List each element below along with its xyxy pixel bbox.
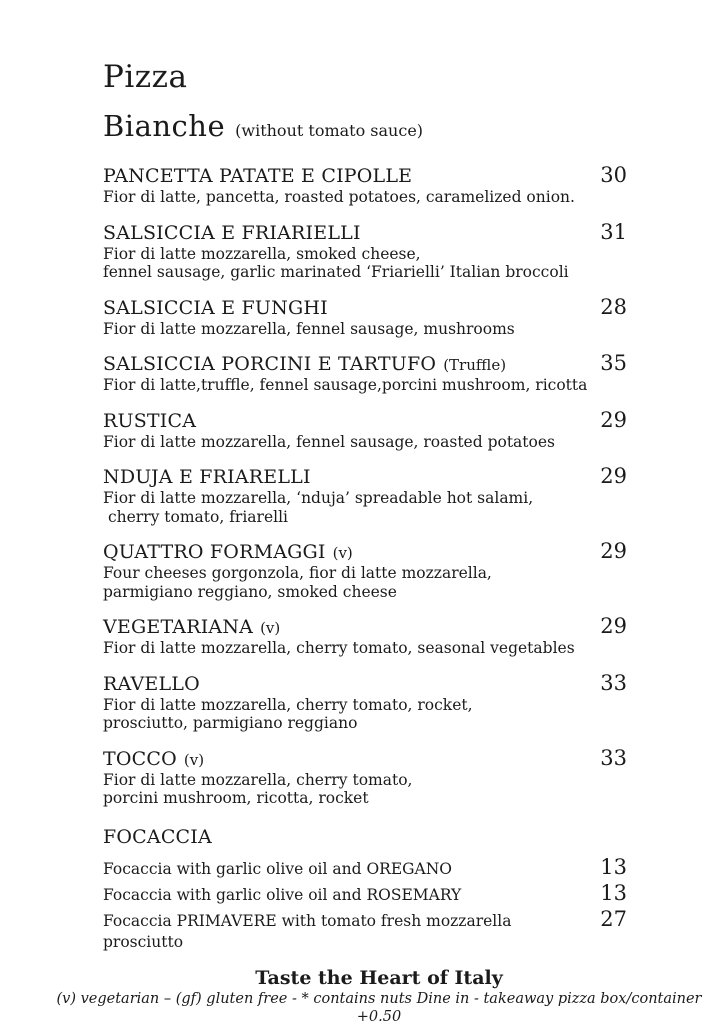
menu-item-name: PANCETTA PATATE E CIPOLLE xyxy=(103,165,413,187)
menu-item-price: 29 xyxy=(600,407,627,432)
focaccia-item xyxy=(103,906,627,953)
focaccia-item-name: Focaccia with garlic olive oil and OREGANO xyxy=(103,859,452,878)
section-title: Bianche xyxy=(103,109,226,143)
menu-item-price: 33 xyxy=(600,745,627,770)
menu-footer xyxy=(0,966,722,1024)
menu-content xyxy=(103,58,627,956)
focaccia-heading: FOCACCIA xyxy=(103,825,212,848)
menu-item xyxy=(103,352,627,395)
menu-items xyxy=(103,164,627,808)
menu-item-tag: (v) xyxy=(183,750,205,769)
menu-item-tag: (v) xyxy=(260,619,281,637)
menu-item-name: VEGETARIANA xyxy=(103,616,254,638)
menu-item-header xyxy=(103,164,627,188)
menu-item-price: 30 xyxy=(600,163,627,187)
menu-item xyxy=(103,409,627,452)
menu-item xyxy=(103,747,627,808)
menu-item-description: fennel sausage, garlic marinated ‘Friarielli’ Italian broccoli xyxy=(103,263,569,281)
menu-item xyxy=(103,465,627,526)
focaccia-item-name: Focaccia PRIMAVERE with tomato fresh mozzarella prosciutto xyxy=(103,911,512,951)
menu-item-description: prosciutto, parmigiano reggiano xyxy=(103,714,358,732)
menu-item-description: cherry tomato, friarelli xyxy=(103,507,288,526)
menu-item xyxy=(103,615,627,658)
menu-item-description: porcini mushroom, ricotta, rocket xyxy=(103,789,369,807)
menu-item-name: QUATTRO FORMAGGI xyxy=(103,541,326,563)
menu-item-name: NDUJA E FRIARELLI xyxy=(103,466,311,488)
menu-item-price: 33 xyxy=(600,670,627,695)
menu-item-tag: (v) xyxy=(332,544,353,562)
menu-item-header xyxy=(103,409,627,433)
menu-item-description: Fior di latte mozzarella, cherry tomato, rocket, xyxy=(103,695,473,714)
menu-item xyxy=(103,296,627,339)
menu-item-description: Four cheeses gorgonzola, fior di latte mozzarella, xyxy=(103,564,492,582)
focaccia-item-name: Focaccia with garlic olive oil and ROSEMARY xyxy=(103,885,462,904)
menu-item-description: Fior di latte mozzarella, cherry tomato, seasonal vegetables xyxy=(103,639,575,657)
menu-item-description: Fior di latte,truffle, fennel sausage,porcini mushroom, ricotta xyxy=(103,376,588,394)
footer-tagline: Taste the Heart of Italy xyxy=(255,967,503,989)
focaccia-item-price: 13 xyxy=(600,854,627,879)
menu-item xyxy=(103,164,627,207)
menu-item-name: RAVELLO xyxy=(103,672,200,695)
menu-item-header xyxy=(103,352,627,376)
menu-item-tag: (Truffle) xyxy=(443,356,507,374)
section-note: (without tomato sauce) xyxy=(235,121,424,140)
menu-item-price: 35 xyxy=(600,351,627,375)
menu-item-header xyxy=(103,296,627,320)
menu-item-description: Fior di latte mozzarella, ‘nduja’ spreadable hot salami, xyxy=(103,489,534,507)
menu-item-name: SALSICCIA E FUNGHI xyxy=(103,296,328,319)
menu-item-name: TOCCO xyxy=(103,747,177,770)
menu-item-price: 29 xyxy=(600,464,627,488)
focaccia-item xyxy=(103,854,627,880)
menu-item-price: 31 xyxy=(600,219,627,244)
menu-item-description: Fior di latte mozzarella, cherry tomato, xyxy=(103,770,413,789)
menu-item xyxy=(103,221,627,282)
focaccia-item xyxy=(103,880,627,906)
menu-item-description: Fior di latte, pancetta, roasted potatoes, caramelized onion. xyxy=(103,188,575,206)
section-header xyxy=(103,108,627,144)
menu-item-description: Fior di latte mozzarella, fennel sausage, roasted potatoes xyxy=(103,432,555,451)
menu-item-header xyxy=(103,221,627,245)
menu-item-description: parmigiano reggiano, smoked cheese xyxy=(103,582,397,601)
menu-item-header xyxy=(103,747,627,771)
footer-note: (v) vegetarian – (gf) gluten free - * contains nuts Dine in - takeaway pizza box/container +0.50 xyxy=(56,991,702,1024)
menu-item-price: 29 xyxy=(600,539,627,563)
menu-item-description: Fior di latte mozzarella, smoked cheese, xyxy=(103,244,421,263)
menu-item-name: RUSTICA xyxy=(103,409,197,432)
page-title: Pizza xyxy=(103,59,188,95)
menu-item-price: 28 xyxy=(600,294,627,319)
menu-item-name: SALSICCIA PORCINI E TARTUFO xyxy=(103,353,437,375)
menu-item-header xyxy=(103,465,627,489)
menu-item-header xyxy=(103,540,627,564)
menu-item-description: Fior di latte mozzarella, fennel sausage, mushrooms xyxy=(103,319,515,338)
menu-item-header xyxy=(103,672,627,696)
focaccia-item-price: 13 xyxy=(600,880,627,905)
menu-item xyxy=(103,540,627,601)
menu-item-name: SALSICCIA E FRIARIELLI xyxy=(103,221,361,244)
menu-item-header xyxy=(103,615,627,639)
focaccia-items xyxy=(103,854,627,953)
menu-item-price: 29 xyxy=(600,614,627,638)
focaccia-item-price: 27 xyxy=(600,906,627,931)
menu-item xyxy=(103,672,627,733)
